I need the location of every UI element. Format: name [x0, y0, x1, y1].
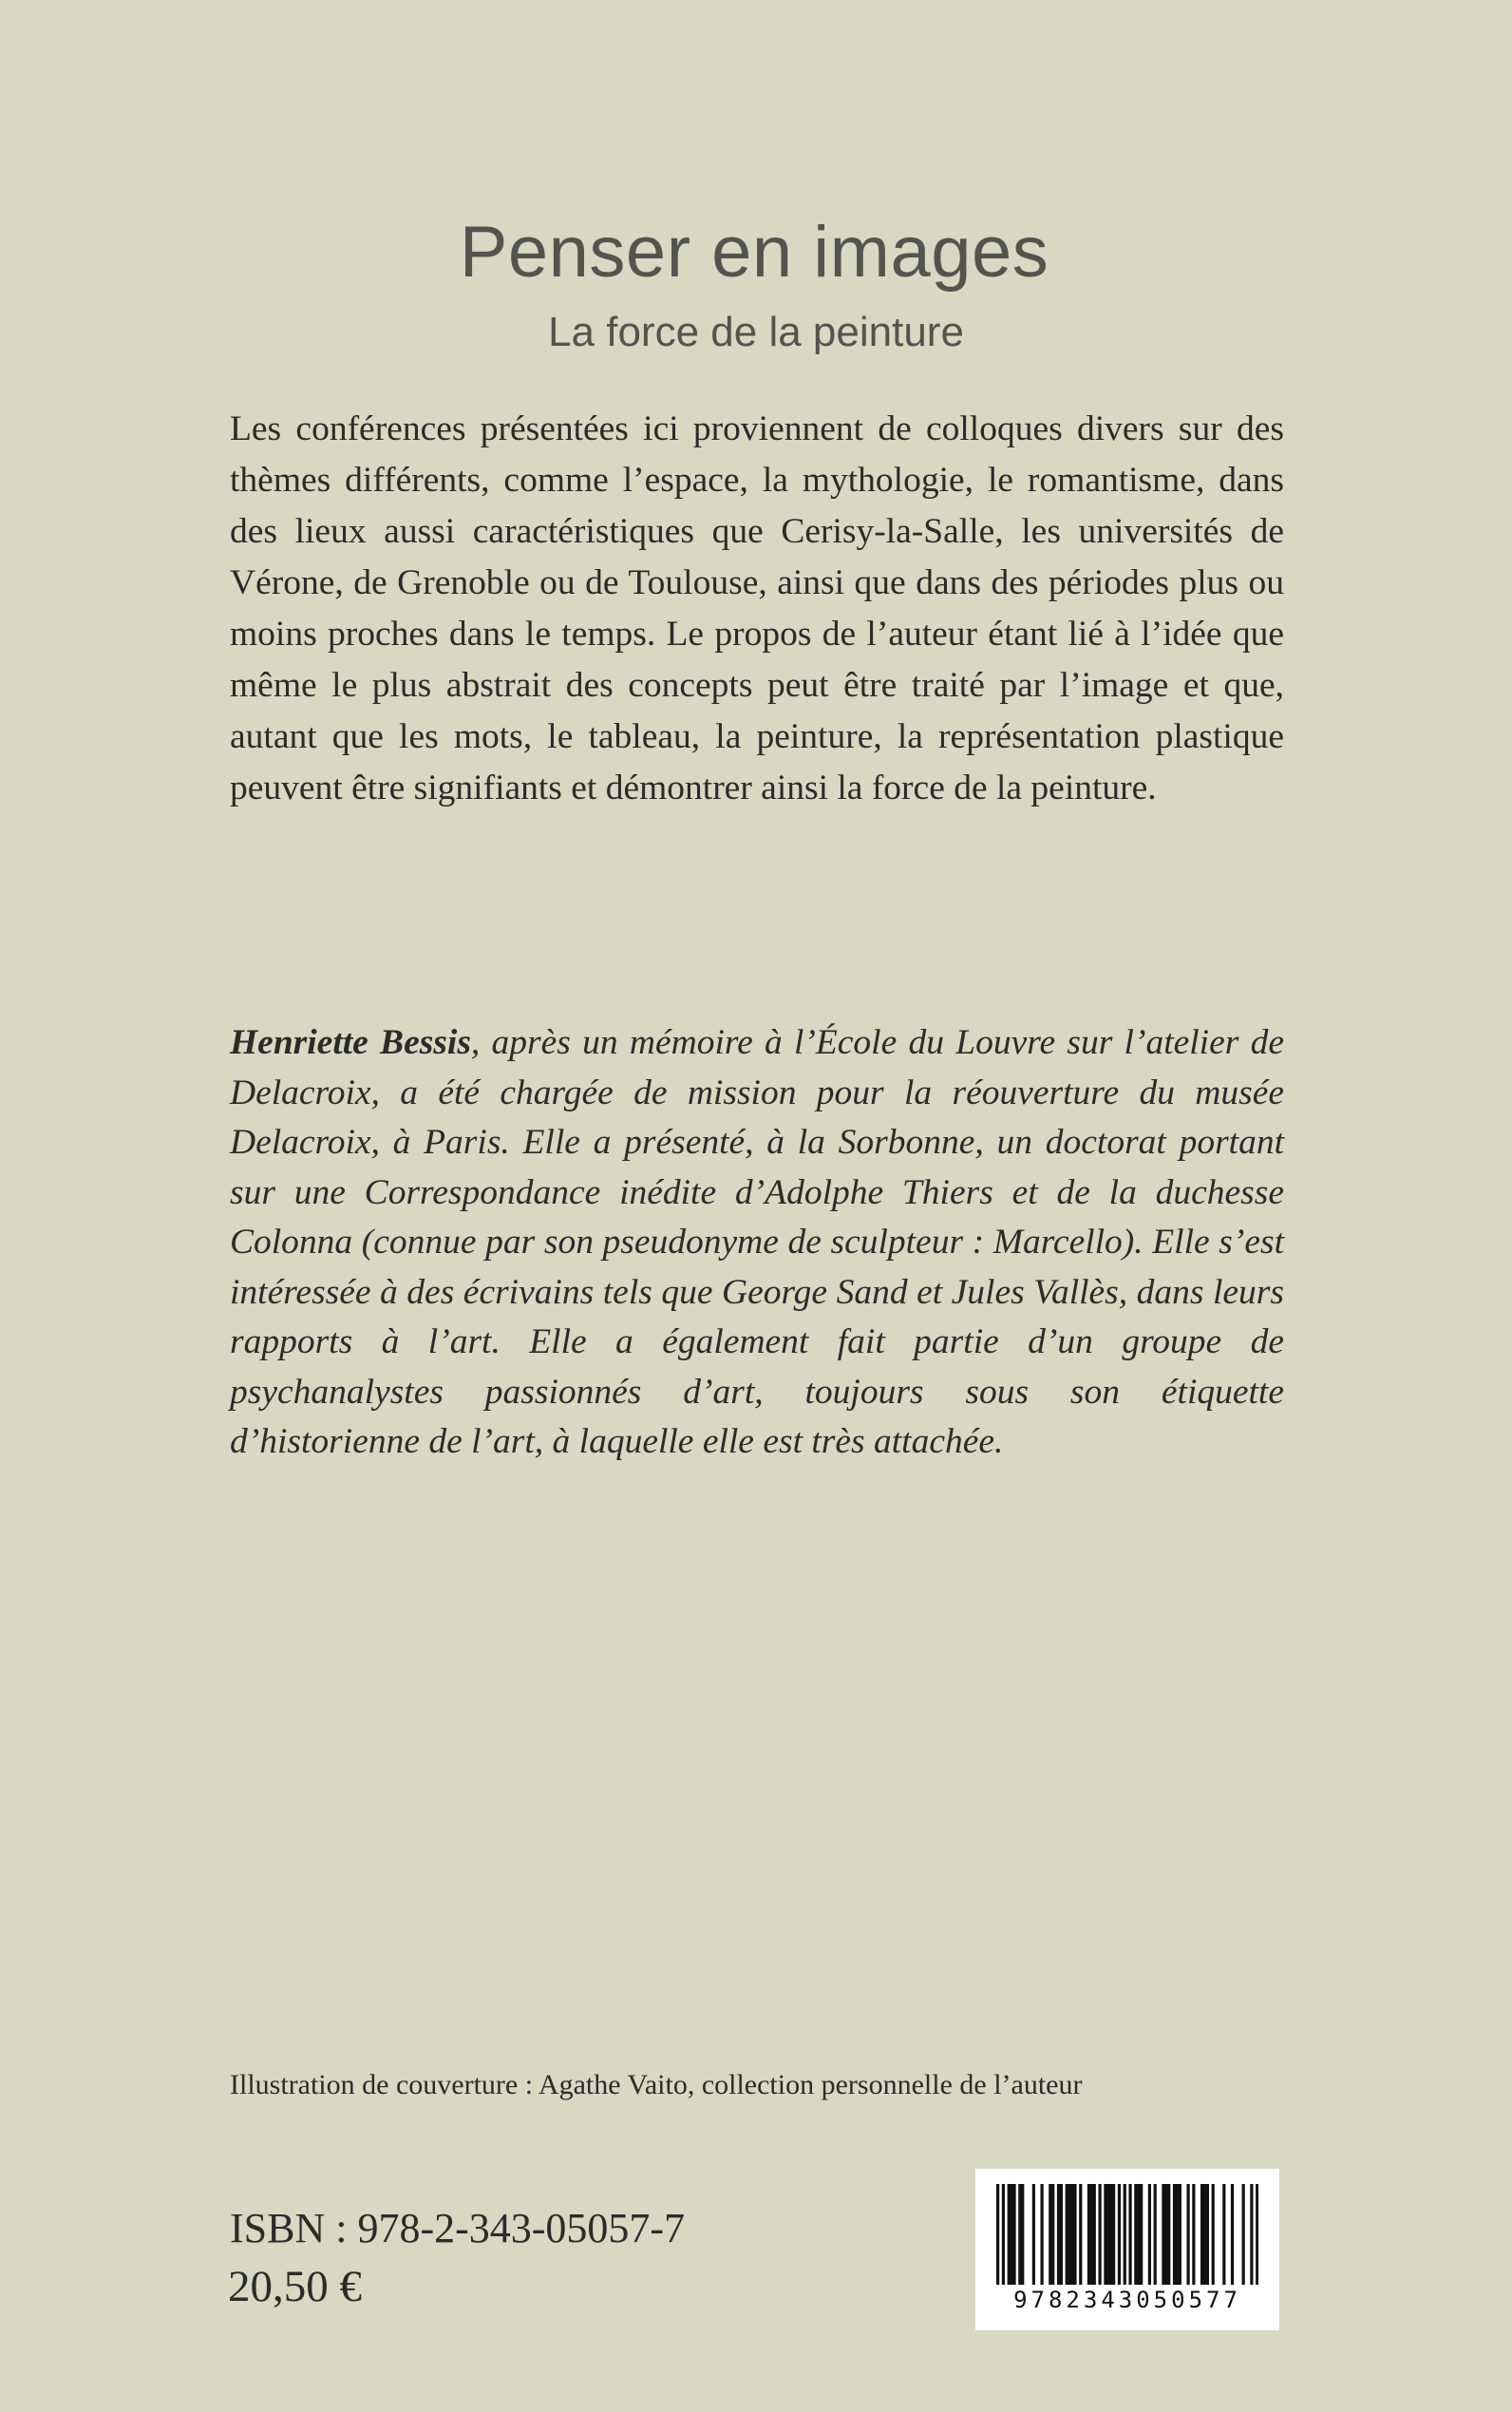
barcode-bar [1167, 2184, 1170, 2285]
barcode-bar [1109, 2184, 1112, 2285]
barcode-bar [1222, 2184, 1225, 2285]
barcode-bar [1250, 2184, 1253, 2285]
barcode-bar [1008, 2184, 1011, 2285]
barcode-bar [1106, 2184, 1109, 2285]
author-bio [230, 1018, 1284, 1468]
barcode [975, 2169, 1279, 2330]
barcode-bar [1162, 2184, 1164, 2285]
barcode-bar [1060, 2184, 1063, 2285]
barcode-bar [1200, 2184, 1203, 2285]
barcode-bar [1104, 2184, 1106, 2285]
barcode-number: 9782343050577 [1013, 2287, 1241, 2313]
barcode-bar [1231, 2184, 1234, 2285]
book-blurb: Les conférences présentées ici proviennent de colloques divers sur des thèmes différents, comme l’espace, la mythologie, le romantisme, dans des lieux aussi caractéristiques que Cerisy-la-Salle, les universités de Vérone, de Grenoble ou de Toulouse, ainsi que dans des périodes plus ou moins proches dans le temps. Le propos de l’auteur étant lié à l’idée que même le plus abstrait des concepts peut être traité par l’image et que, autant que les mots, le tableau, la peinture, la représentation plastique peuvent être signifiants et démontrer ainsi la force de la peinture. [230, 409, 1284, 807]
barcode-bar [1154, 2184, 1157, 2285]
author-name: Henriette Bessis [230, 1023, 471, 1062]
barcode-bar [1018, 2184, 1021, 2285]
barcode-bar [1118, 2184, 1121, 2285]
barcode-bar [1068, 2184, 1071, 2285]
barcode-bar [1140, 2184, 1143, 2285]
illustration-credit: Illustration de couverture : Agathe Vaito, collection personnelle de l’auteur [230, 2069, 1083, 2100]
barcode-bar [1148, 2184, 1151, 2285]
barcode-bar [1256, 2184, 1258, 2285]
barcode-bar [1242, 2184, 1245, 2285]
barcode-bar [1093, 2184, 1096, 2285]
barcode-bar [1212, 2184, 1215, 2285]
barcode-bar [1128, 2184, 1131, 2285]
book-title-text: Penser en images [459, 212, 1049, 293]
barcode-bar [1124, 2184, 1126, 2285]
barcode-bar [1079, 2184, 1082, 2285]
book-subtitle: La force de la peinture [548, 309, 964, 355]
barcode-bar [1203, 2184, 1206, 2285]
barcode-bar [1011, 2184, 1013, 2285]
price: 20,50 € [228, 2262, 362, 2311]
barcode-bar [1206, 2184, 1209, 2285]
barcode-bar [1087, 2184, 1090, 2285]
barcode-bar [1051, 2184, 1054, 2285]
barcode-bar [1090, 2184, 1093, 2285]
barcode-bar [1176, 2184, 1179, 2285]
barcode-bar [1032, 2184, 1035, 2285]
barcode-bar [1070, 2184, 1073, 2285]
barcode-bars [996, 2184, 1258, 2285]
book-title [0, 211, 1512, 294]
barcode-bar [1049, 2184, 1051, 2285]
barcode-bar [1012, 2184, 1015, 2285]
barcode-bar [1164, 2184, 1167, 2285]
barcode-bar [1134, 2184, 1137, 2285]
barcode-bar [1173, 2184, 1176, 2285]
barcode-bar [1002, 2184, 1005, 2285]
barcode-bar [1057, 2184, 1060, 2285]
barcode-bar [1112, 2184, 1115, 2285]
barcode-bar [1066, 2184, 1068, 2285]
author-bio-text: , après un mémoire à l’École du Louvre sur l’atelier de Delacroix, a été chargée de mission pour la réouverture du musée Delacroix, à Paris. Elle a présenté, à la Sorbonne, un doctorat portant sur une Correspondance inédite d’Adolphe Thiers et de la duchesse Colonna (connue par son pseudonyme de sculpteur : Marcello). Elle s’est intéressée à des écrivains tels que George Sand et Jules Vallès, dans leurs rapports à l’art. Elle a également fait partie d’un groupe de psychanalystes passionnés d’art, toujours sous son étiquette d’historienne de l’art, à laquelle elle est très attachée. [230, 1023, 1284, 1461]
barcode-bar [1040, 2184, 1043, 2285]
barcode-bar [996, 2184, 999, 2285]
barcode-bar [1021, 2184, 1024, 2285]
barcode-bar [1179, 2184, 1181, 2285]
barcode-bar [1073, 2184, 1076, 2285]
barcode-bar [1137, 2184, 1140, 2285]
isbn: ISBN : 978-2-343-05057-7 [230, 2205, 686, 2251]
barcode-bar [1192, 2184, 1195, 2285]
barcode-bar [1186, 2184, 1189, 2285]
barcode-bar [1098, 2184, 1101, 2285]
